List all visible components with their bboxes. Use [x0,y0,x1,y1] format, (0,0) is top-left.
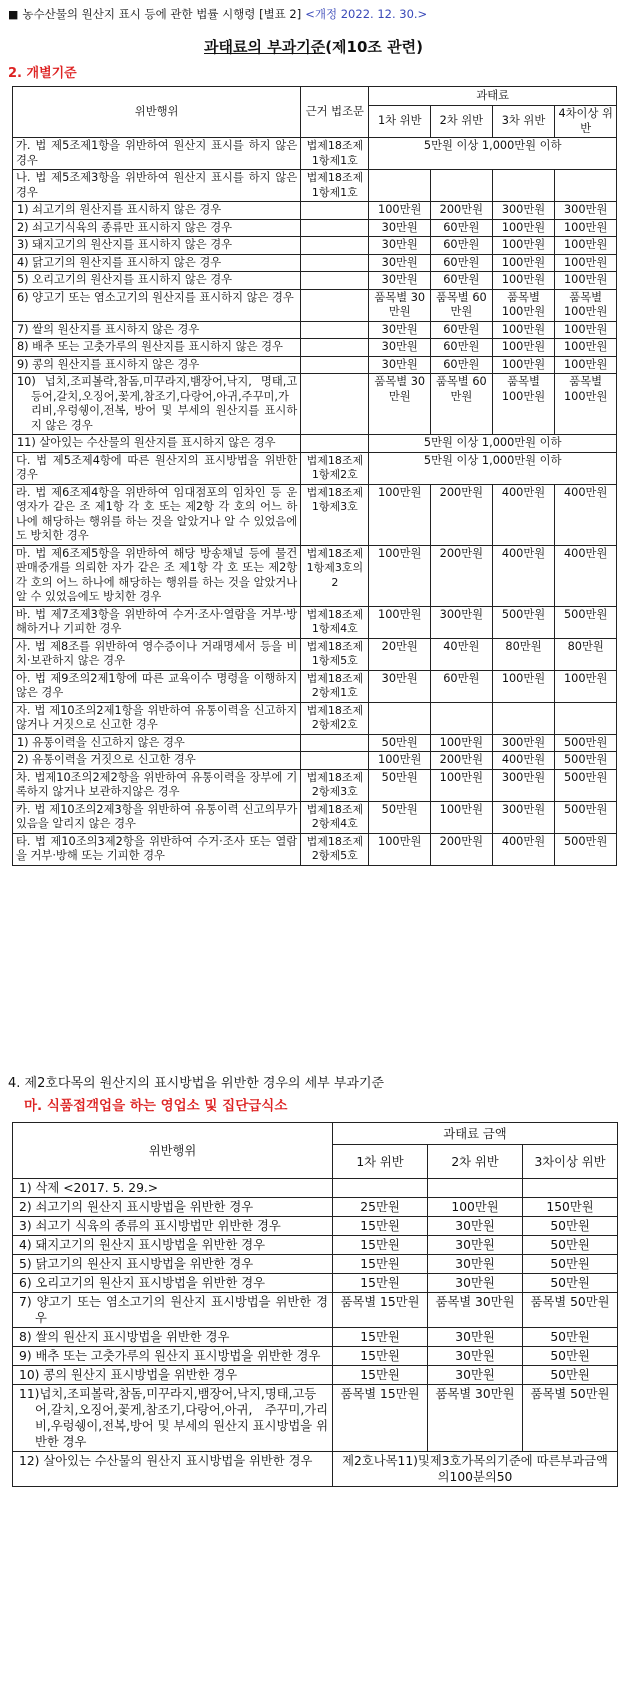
table-row [13,339,617,357]
fine-cell-3: 500만원 [492,606,555,638]
law-cell: 법제18조제1항제1호 [301,138,369,170]
violation-cell: 3) 돼지고기의 원산지를 표시하지 않은 경우 [13,237,301,255]
table-row [13,254,617,272]
violation-cell: 6) 양고기 또는 염소고기의 원산지를 표시하지 않은 경우 [13,289,301,321]
table-row [13,1347,618,1366]
table-row [13,833,617,865]
fine-cell-1: 30만원 [369,321,431,339]
fine-table-restaurant [12,1122,618,1487]
violation-cell: 1) 유통이력을 신고하지 않은 경우 [13,734,301,752]
fine-cell-3: 100만원 [492,321,555,339]
table-row [13,138,617,170]
law-cell: 법제18조제1항제3호 [301,484,369,545]
violation-cell: 타. 법 제10조의3제2항을 위반하여 수거·조사 또는 열람을 거부·방해 또는 기피한 경우 [13,833,301,865]
page-header [8,6,427,22]
fine-cell-3 [523,1179,618,1198]
fine-cell-4: 100만원 [555,219,617,237]
table-row [13,545,617,606]
table-row [13,237,617,255]
table-row [13,769,617,801]
fine-cell-3: 품목별 100만원 [492,289,555,321]
law-cell: 법제18조제2항제2호 [301,702,369,734]
table-row [13,638,617,670]
table-row [13,1274,618,1293]
fine-cell-1: 100만원 [369,545,431,606]
violation-cell: 7) 양고기 또는 염소고기의 원산지 표시방법을 위반한 경우 [13,1293,333,1328]
violation-cell: 2) 쇠고기의 원산지 표시방법을 위반한 경우 [13,1198,333,1217]
fine-cell-2: 품목별 60만원 [431,289,493,321]
violation-cell: 10) 콩의 원산지 표시방법을 위반한 경우 [13,1366,333,1385]
fine-cell-1: 15만원 [333,1217,428,1236]
fine-cell-4: 품목별 100만원 [555,289,617,321]
fine-cell-1: 100만원 [369,752,431,770]
table-row [13,1217,618,1236]
violation-cell: 4) 닭고기의 원산지를 표시하지 않은 경우 [13,254,301,272]
fine-cell-3: 50만원 [523,1255,618,1274]
fine-cell-2: 60만원 [431,219,493,237]
fine-cell-3: 400만원 [492,752,555,770]
fine-table-individual [12,86,617,866]
fine-cell-1: 품목별 15만원 [333,1293,428,1328]
fine-cell-2: 30만원 [428,1217,523,1236]
law-cell [301,356,369,374]
fine-cell-3: 품목별 50만원 [523,1385,618,1452]
fine-cell-3: 400만원 [492,484,555,545]
table-row [13,170,617,202]
fine-cell-2: 300만원 [431,606,493,638]
col-header-4th: 4차이상 위반 [555,106,617,138]
table-row [13,374,617,435]
table-row [13,435,617,453]
table-row [13,801,617,833]
col-header-3rd: 3차이상 위반 [523,1145,618,1179]
fine-cell-2 [431,170,493,202]
law-cell: 법제18조제2항제1호 [301,670,369,702]
fine-range-cell: 5만원 이상 1,000만원 이하 [369,452,617,484]
fine-cell-1: 100만원 [369,833,431,865]
fine-cell-3: 100만원 [492,272,555,290]
fine-cell-2: 100만원 [431,801,493,833]
fine-cell-1 [333,1179,428,1198]
violation-cell: 5) 오리고기의 원산지를 표시하지 않은 경우 [13,272,301,290]
table-row [13,1385,618,1452]
fine-cell-3 [492,702,555,734]
law-cell [301,237,369,255]
fine-cell-1: 품목별 15만원 [333,1385,428,1452]
violation-cell: 6) 오리고기의 원산지 표시방법을 위반한 경우 [13,1274,333,1293]
fine-cell-2: 품목별 30만원 [428,1293,523,1328]
table-row [13,1366,618,1385]
fine-range-cell: 5만원 이상 1,000만원 이하 [369,138,617,170]
fine-cell-1: 15만원 [333,1366,428,1385]
violation-cell: 8) 배추 또는 고춧가루의 원산지를 표시하지 않은 경우 [13,339,301,357]
col-header-1st: 1차 위반 [333,1145,428,1179]
fine-cell-4: 500만원 [555,734,617,752]
col-header-2nd: 2차 위반 [428,1145,523,1179]
fine-cell-3: 100만원 [492,670,555,702]
table-row [13,219,617,237]
fine-cell-4: 500만원 [555,606,617,638]
fine-cell-3: 50만원 [523,1366,618,1385]
table-row [13,452,617,484]
fine-cell-4: 500만원 [555,801,617,833]
amend-note: <개정 2022. 12. 30.> [305,7,428,21]
violation-cell: 4) 돼지고기의 원산지 표시방법을 위반한 경우 [13,1236,333,1255]
fine-cell-3: 80만원 [492,638,555,670]
fine-cell-2: 200만원 [431,484,493,545]
section2-heading: 2. 개별기준 [8,66,77,81]
col-header-1st: 1차 위반 [369,106,431,138]
col-header-2nd: 2차 위반 [431,106,493,138]
fine-cell-4: 300만원 [555,202,617,220]
law-cell: 법제18조제1항제1호 [301,170,369,202]
violation-cell: 2) 쇠고기식육의 종류만 표시하지 않은 경우 [13,219,301,237]
fine-cell-3: 50만원 [523,1236,618,1255]
fine-cell-4: 100만원 [555,254,617,272]
fine-cell-3: 300만원 [492,202,555,220]
fine-cell-1: 50만원 [369,769,431,801]
law-cell [301,202,369,220]
violation-cell: 사. 법 제8조를 위반하여 영수증이나 거래명세서 등을 비치·보관하지 않은 경우 [13,638,301,670]
title-sub: (제10조 관련) [325,38,423,56]
fine-cell-3: 50만원 [523,1274,618,1293]
table-row [13,484,617,545]
fine-cell-3: 100만원 [492,339,555,357]
fine-cell-3: 300만원 [492,734,555,752]
law-cell [301,254,369,272]
fine-cell-4: 100만원 [555,237,617,255]
fine-cell-2: 60만원 [431,670,493,702]
law-cell [301,435,369,453]
fine-cell-2: 품목별 30만원 [428,1385,523,1452]
fine-cell-2: 60만원 [431,237,493,255]
violation-cell: 라. 법 제6조제4항을 위반하여 임대점포의 임차인 등 운영자가 같은 조 제1항 각 호 또는 제2항 각 호의 어느 하나에 해당하는 행위를 하는 것을 알았거나 알 수 있었음에도 방치한 경우 [13,484,301,545]
col-header-3rd: 3차 위반 [492,106,555,138]
law-cell [301,219,369,237]
fine-cell-4: 100만원 [555,356,617,374]
fine-cell-2: 200만원 [431,545,493,606]
table-row [13,289,617,321]
fine-cell-3: 300만원 [492,769,555,801]
violation-cell: 9) 배추 또는 고춧가루의 원산지 표시방법을 위반한 경우 [13,1347,333,1366]
fine-cell-2: 30만원 [428,1366,523,1385]
fine-cell-2: 200만원 [431,202,493,220]
col-header-act: 위반행위 [13,87,301,138]
fine-range-cell: 5만원 이상 1,000만원 이하 [369,435,617,453]
fine-cell-2: 100만원 [431,769,493,801]
fine-cell-1 [369,170,431,202]
law-cell: 법제18조제2항제3호 [301,769,369,801]
violation-cell: 아. 법 제9조의2제1항에 따른 교육이수 명령을 이행하지 않은 경우 [13,670,301,702]
violation-cell: 11)넙치,조피볼락,참돔,미꾸라지,뱀장어,낙지,명태,고등어,갈치,오징어,꽃게,참조기,다랑어,아귀, 주꾸미,가리비,우렁쉥이,전복,방어 및 부세의 원산지 표시방법을 위반한 경우 [13,1385,333,1452]
fine-cell-4: 500만원 [555,752,617,770]
fine-cell-1: 50만원 [369,734,431,752]
violation-cell: 1) 삭제 <2017. 5. 29.> [13,1179,333,1198]
table-row [13,321,617,339]
fine-cell-3: 품목별 50만원 [523,1293,618,1328]
fine-cell-3: 150만원 [523,1198,618,1217]
fine-cell-1: 30만원 [369,670,431,702]
fine-cell-3: 50만원 [523,1217,618,1236]
fine-cell-4: 100만원 [555,272,617,290]
table-row [13,702,617,734]
fine-cell-2: 60만원 [431,272,493,290]
fine-cell-4: 100만원 [555,670,617,702]
fine-cell-1 [369,702,431,734]
fine-cell-2: 60만원 [431,356,493,374]
col-header-fine: 과태료 금액 [333,1123,618,1145]
fine-cell-2: 100만원 [428,1198,523,1217]
table-row [13,272,617,290]
table-row [13,734,617,752]
fine-cell-1: 30만원 [369,219,431,237]
fine-cell-1: 100만원 [369,202,431,220]
violation-cell: 마. 법 제6조제5항을 위반하여 해당 방송채널 등에 물건 판매중개를 의뢰한 자가 같은 조 제1항 각 호 또는 제2항 각 호의 어느 하나에 해당하는 행위를 하는 것을 알았거나 알 수 있었음에도 방치한 경우 [13,545,301,606]
fine-cell-4: 80만원 [555,638,617,670]
col-header-fine: 과태료 [369,87,617,106]
fine-cell-1: 15만원 [333,1328,428,1347]
fine-cell-2: 품목별 60만원 [431,374,493,435]
law-cell [301,734,369,752]
fine-cell-2: 30만원 [428,1255,523,1274]
table-row [13,202,617,220]
table-row [13,1179,618,1198]
violation-cell: 자. 법 제10조의2제1항을 위반하여 유통이력을 신고하지 않거나 거짓으로 신고한 경우 [13,702,301,734]
fine-cell-1: 100만원 [369,606,431,638]
law-cell: 법제18조제1항제4호 [301,606,369,638]
fine-cell-3: 50만원 [523,1347,618,1366]
fine-cell-3: 400만원 [492,545,555,606]
fine-cell-2: 100만원 [431,734,493,752]
fine-cell-3: 100만원 [492,219,555,237]
fine-cell-4: 400만원 [555,545,617,606]
violation-cell: 바. 법 제7조제3항을 위반하여 수거·조사·열람을 거부·방해하거나 기피한 경우 [13,606,301,638]
table-row [13,670,617,702]
fine-cell-1: 20만원 [369,638,431,670]
fine-cell-2: 40만원 [431,638,493,670]
col-header-law: 근거 법조문 [301,87,369,138]
violation-cell: 2) 유통이력을 거짓으로 신고한 경우 [13,752,301,770]
law-cell [301,321,369,339]
fine-cell-3: 100만원 [492,237,555,255]
fine-cell-1: 품목별 30만원 [369,374,431,435]
title-main: 과태료의 부과기준 [204,38,326,56]
bullet-square-icon: ■ [8,8,19,21]
fine-cell-4: 품목별 100만원 [555,374,617,435]
fine-cell-2: 30만원 [428,1347,523,1366]
table-row [13,1293,618,1328]
fine-cell-2: 30만원 [428,1236,523,1255]
fine-cell-1: 50만원 [369,801,431,833]
law-cell: 법제18조제2항제4호 [301,801,369,833]
fine-cell-4: 400만원 [555,484,617,545]
fine-cell-1: 30만원 [369,356,431,374]
fine-cell-3: 300만원 [492,801,555,833]
fine-cell-3: 100만원 [492,356,555,374]
fine-cell-4: 500만원 [555,833,617,865]
fine-cell-2: 60만원 [431,254,493,272]
fine-cell-1: 15만원 [333,1236,428,1255]
fine-cell-3 [492,170,555,202]
table-row [13,752,617,770]
fine-cell-3: 50만원 [523,1328,618,1347]
law-cell [301,752,369,770]
law-cell [301,289,369,321]
violation-cell: 12) 살아있는 수산물의 원산지 표시방법을 위반한 경우 [13,1452,333,1487]
fine-cell-1: 25만원 [333,1198,428,1217]
section4-subheading: 마. 식품접객업을 하는 영업소 및 집단급식소 [24,1098,288,1114]
violation-cell: 차. 법제10조의2제2항을 위반하여 유통이력을 장부에 기록하지 않거나 보관하지않은 경우 [13,769,301,801]
law-cell [301,272,369,290]
violation-cell: 가. 법 제5조제1항을 위반하여 원산지 표시를 하지 않은 경우 [13,138,301,170]
fine-cell-2: 30만원 [428,1328,523,1347]
violation-cell: 3) 쇠고기 식육의 종류의 표시방법만 위반한 경우 [13,1217,333,1236]
fine-cell-2: 60만원 [431,339,493,357]
table-row [13,356,617,374]
law-cell: 법제18조제1항제3호의2 [301,545,369,606]
fine-cell-4: 100만원 [555,339,617,357]
fine-cell-2: 30만원 [428,1274,523,1293]
fine-cell-2: 200만원 [431,833,493,865]
fine-cell-1: 15만원 [333,1347,428,1366]
law-cell: 법제18조제2항제5호 [301,833,369,865]
violation-cell: 5) 닭고기의 원산지 표시방법을 위반한 경우 [13,1255,333,1274]
table-row [13,1236,618,1255]
fine-cell-1: 100만원 [369,484,431,545]
fine-cell-4: 100만원 [555,321,617,339]
fine-cell-1: 30만원 [369,272,431,290]
law-cell: 법제18조제1항제2호 [301,452,369,484]
table-row [13,1255,618,1274]
fine-cell-1: 30만원 [369,339,431,357]
fine-cell-1: 30만원 [369,254,431,272]
table-row [13,1198,618,1217]
col-header-act: 위반행위 [13,1123,333,1179]
violation-cell: 1) 쇠고기의 원산지를 표시하지 않은 경우 [13,202,301,220]
violation-cell: 9) 콩의 원산지를 표시하지 않은 경우 [13,356,301,374]
violation-cell: 11) 살아있는 수산물의 원산지를 표시하지 않은 경우 [13,435,301,453]
fine-cell-2 [428,1179,523,1198]
table-row [13,606,617,638]
law-cell [301,339,369,357]
violation-cell: 카. 법 제10조의2제3항을 위반하여 유통이력 신고의무가 있음을 알리지 않은 경우 [13,801,301,833]
violation-cell: 10) 넙치,조피볼락,참돔,미꾸라지,뱀장어,낙지, 명태,고등어,갈치,오징어,꽃게,참조기,다랑어,아귀,주꾸미,가리비,우렁쉥이,전복, 방어 및 부세의 원산지를 표시하지 않은 경우 [13,374,301,435]
fine-cell-3: 품목별 100만원 [492,374,555,435]
fine-cell-2 [431,702,493,734]
fine-cell-3: 100만원 [492,254,555,272]
violation-cell: 다. 법 제5조제4항에 따른 원산지의 표시방법을 위반한 경우 [13,452,301,484]
fine-cell-1: 15만원 [333,1255,428,1274]
fine-cell-4 [555,170,617,202]
page-title [0,36,627,57]
fine-cell-4 [555,702,617,734]
violation-cell: 나. 법 제5조제3항을 위반하여 원산지 표시를 하지 않은 경우 [13,170,301,202]
table-row [13,1328,618,1347]
fine-cell-3: 400만원 [492,833,555,865]
violation-cell: 7) 쌀의 원산지를 표시하지 않은 경우 [13,321,301,339]
fine-cell-2: 60만원 [431,321,493,339]
header-line: 농수산물의 원산지 표시 등에 관한 법률 시행령 [별표 2] [22,7,302,21]
section4-heading: 4. 제2호다목의 원산지의 표시방법을 위반한 경우의 세부 부과기준 [8,1076,385,1091]
fine-cell-4: 500만원 [555,769,617,801]
fine-cell-1: 30만원 [369,237,431,255]
fine-note-cell: 제2호나목11)및제3호가목의기준에 따른부과금액의100분의50 [333,1452,618,1487]
fine-cell-1: 15만원 [333,1274,428,1293]
fine-cell-2: 200만원 [431,752,493,770]
fine-cell-1: 품목별 30만원 [369,289,431,321]
violation-cell: 8) 쌀의 원산지 표시방법을 위반한 경우 [13,1328,333,1347]
law-cell: 법제18조제1항제5호 [301,638,369,670]
table-row [13,1452,618,1487]
law-cell [301,374,369,435]
